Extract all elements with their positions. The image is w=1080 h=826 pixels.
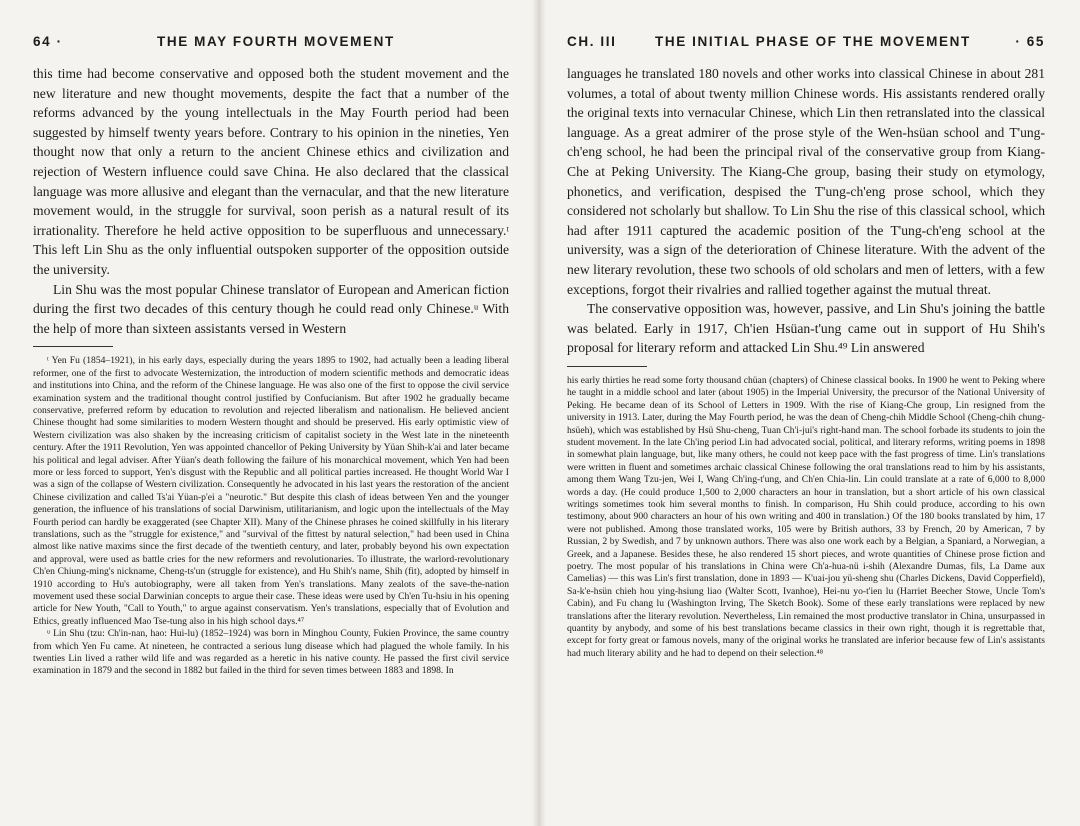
footnote: ᵗ Yen Fu (1854–1921), in his early days, especially during the years 1895 to 1902, had actually been a leading liberal reformer, one of the first to advocate Westernization, the introduction of modern scientific methods and democratic ideas and institutions into China, and the reform of the Chinese language. He was also one of the first to oppose the civil service examination system and the traditional thought control justified by Confucianism. But after 1902 he gradually became conservative, preferred reform by education to revolution and rejected liberalism and nationalism. He believed ancient Chinese thought had some similarities to modern Western thought and should be preserved. His early optimistic view of Western civilization was also shaken by the increasing criticism of capitalist society in the West late in the nineteenth century. After the 1911 Revolution, Yen was appointed chancellor of Peking University by Yüan Shih-k'ai and later became his political and legal adviser. After Yüan's death following the failure of his monarchical movement, which Yen had been more or less forced to support, Yen's disgust with the Republic and all political parties increased. He thought World War I was a sign of the collapse of Western civilization. Consequently he advocated in his last years the restoration of the ancient Chinese civilization and called Ts'ai Yüan-p'ei a "neurotic." But despite this clash of ideas between Yen and the younger generation, the influence of his translations of social Darwinism, utilitarianism, and logic upon the intellectuals of the May Fourth period can hardly be exaggerated (see Chapter XII). Many of the Chinese phrases he coined skillfully in his literary translations, such as the "struggle for existence," and "survival of the fittest by natural selection," had been used in China almost like native maxims since the first decade of the twentieth century, and later, probably beyond his own expectation and approval, were used as battle cries for the new reformers and revolutionaries. To illustrate, the warlord-revolutionary Ch'en Chiung-ming's nickname, Cheng-ts'un (struggle for existence), and Hu Shih's name, Shih (fit), adopted by himself in 1910 according to Hu's autobiography, were all taken from Yen's translations. Many zealots of the save-the-nation movement used these social Darwinian concepts to argue their case. These ideas were used by Ch'en Tu-hsiu in his opening article for New Youth, "Call to Youth," to argue against conservatism. Yen's translations, especially that of Evolution and Ethics, greatly influenced Mao Tse-tung also in his high school days.⁴⁷ [33, 355, 509, 627]
right-footnotes [567, 375, 1045, 660]
book-gutter [532, 0, 546, 826]
footnote-rule [567, 366, 647, 367]
running-title: THE INITIAL PHASE OF THE MOVEMENT [655, 34, 971, 49]
running-title: THE MAY FOURTH MOVEMENT [157, 34, 395, 49]
left-body-text [33, 64, 509, 338]
left-footnotes [33, 355, 509, 678]
right-body-text [567, 64, 1045, 358]
footnote: ᵘ Lin Shu (tzu: Ch'in-nan, hao: Hui-lu) (1852–1924) was born in Minghou County, Fukien Province, the same country from which Yen Fu came. At nineteen, he contracted a serious lung disease which had plagued the whole family. In his twenties Lin lived a rather wild life and was regarded as a heretic in his native county. He passed the first civil service examination in 1879 and the second in 1882 but failed in the third for seven times between 1883 and 1898. In [33, 628, 509, 677]
footnote-rule [33, 346, 113, 347]
right-running-head [567, 34, 1045, 56]
paragraph: this time had become conservative and opposed both the student movement and the new literature and new thought movements, despite the fact that a number of the reforms advanced by the young intellectuals in the May Fourth period had been suggested by himself twenty years before. Contrary to his opinion in the nineties, Yen thought now that only a return to the ancient Chinese ethics and civilization and rejection of Western influence could save China. He also declared that the classical language was more allusive and elegant than the vernacular, and that the new literature movement would, in the struggle for survival, soon perish as a natural result of its irrationality. Therefore he held active opposition to be superfluous and unnecessary.ᵗ This left Lin Shu as the only influential outspoken supporter of the opposition outside the university. [33, 66, 509, 277]
left-page [33, 34, 509, 678]
paragraph: languages he translated 180 novels and other works into classical Chinese in about 281 volumes, a total of about twenty million Chinese words. His assistants rendered orally the original texts into vernacular Chinese, which Lin then retranslated into the classical language. As a great admirer of the prose style of the Wen-hsüan school and T'ung-ch'eng school, he had been the principal rival of the conservative group from Kiang-Che at Peking University. The Kiang-Che group, basing their study on etymology, phonetics, and verification, despised the T'ung-ch'eng prose school, which they considered not scholarly but shallow. To Lin Shu the rise of this classical school, which had after 1911 captured the academic position of the T'ung-ch'eng school at the university, was a sign of the deterioration of Chinese literature. With the advent of the new literary revolution, these two schools of old scholars and men of letters, with a few exceptions, forgot their rivalries and rallied together against the mutual threat. [567, 66, 1045, 297]
left-running-head [33, 34, 509, 56]
page-number: 64 · [33, 34, 63, 49]
right-page [567, 34, 1045, 660]
footnote: his early thirties he read some forty thousand chüan (chapters) of Chinese classical books. In 1900 he went to Peking where he taught in a middle school and later (about 1905) in the Imperial University, the precursor of the National University of Peking. He became dean of its School of Letters in 1909. With the rise of Kiang-Che group, Lin resigned from the university in 1913. Later, during the May Fourth period, he was the dean of Cheng-chih Middle School (Cheng-chih chung-hsüeh), which was established by Hsü Shu-cheng, Tuan Ch'i-jui's right-hand man. The school forbade its students to join the student movement. In the late Ch'ing period Lin had advocated social, political, and literary reforms, writing poems in 1898 in somewhat plain language, but, like many others, he could not keep pace with the fast progress of time. Lin's translations were written in fluent and sometimes archaic classical Chinese following the oral translations read to him by his assistants, among them Wang Tzu-jen, Wei I, Wang Ch'ing-t'ung, and Ch'en Chia-lin. Lin could translate at a rate of 6,000 to 8,000 words a day. (He could produce 1,500 to 2,000 characters an hour in translation, but a short article of his own classical writings sometimes took him several months to finish. In comparison, Hu Shih could produce, according to his own testimony, about 900 characters an hour of his own writing and 400 in translation.) Of the 180 books translated by him, 17 were not published. Among those translated works, 105 were by British authors, 33 by French, 20 by American, 7 by Russian, 2 by Swedish, and 7 by unknown authors. There was also one work each by a Belgian, a Spaniard, a Norwegian, a Greek, and a Japanese. Besides these, he also rendered 15 short pieces, and wrote quantities of Chinese prose fiction and poetry. The most popular of his translations in China were Ch'a-hua-nü i-shih (Alexandre Dumas, fils, La Dame aux Camelias) — this was Lin's first translation, done in 1893 — K'uai-jou yü-sheng shu (Charles Dickens, David Copperfield), Sa-k'e-hsün chieh hou ying-hsiung liao (Walter Scott, Ivanhoe), Hei-nu yo-t'ien lu (Harriet Beecher Stowe, Uncle Tom's Cabin), and Fu chang lu (Washington Irving, The Sketch Book). Some of these early translations were replaced by new translations after the literary revolution. Nevertheless, Lin remained the most productive translator in China, unsurpassed in quantity by anybody, and some of his best translations became classics in their own right, though it is regrettable that, except for forty great or famous novels, many of the original works he translated are inferior because few of Lin's assistants had much literary ability and he had to depend on their selection.⁴⁸ [567, 374, 1045, 659]
paragraph: The conservative opposition was, however, passive, and Lin Shu's joining the battle was belated. Early in 1917, Ch'ien Hsüan-t'ung came out in support of Hu Shih's proposal for literary reform and attacked Lin Shu.⁴⁹ Lin answered [567, 301, 1045, 356]
page-number: · 65 [1015, 34, 1045, 49]
chapter-label: CH. III [567, 34, 617, 49]
paragraph: Lin Shu was the most popular Chinese translator of European and American fiction during the first two decades of this century though he could read only Chinese.ᵘ With the help of more than sixteen assistants versed in Western [33, 281, 509, 336]
